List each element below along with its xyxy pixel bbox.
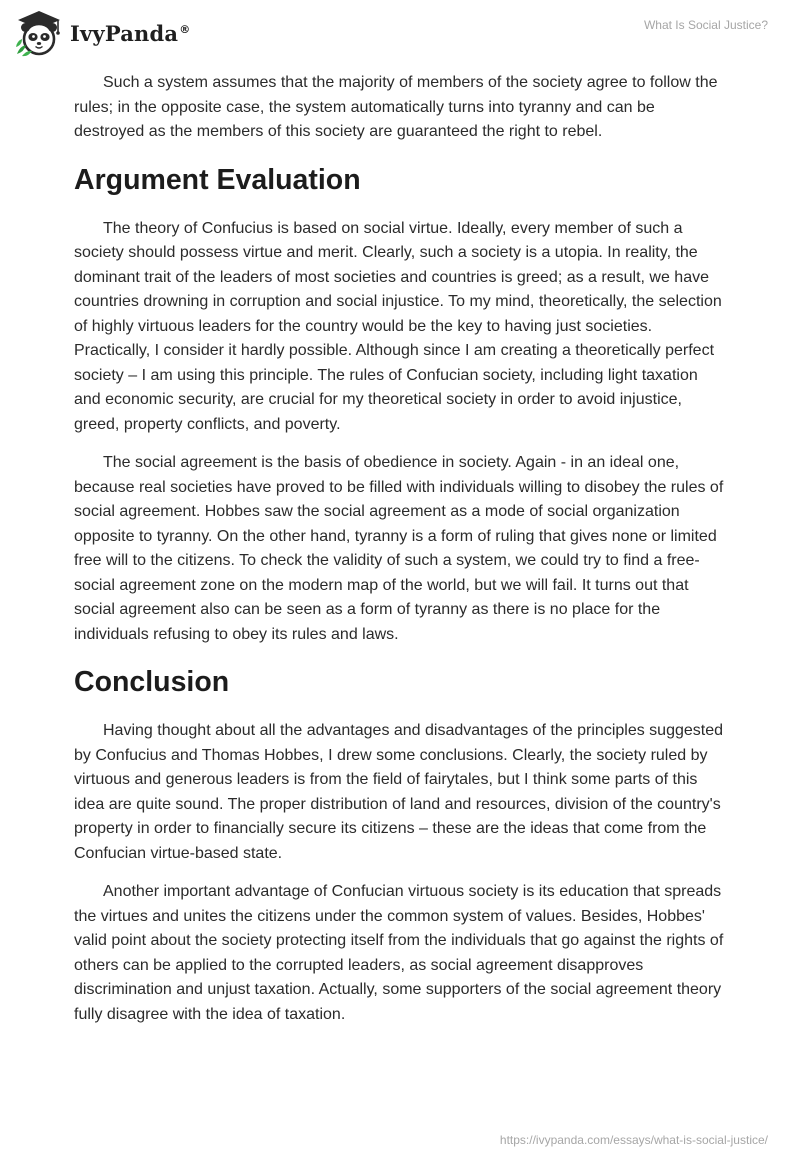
panda-graduate-logo-icon: [14, 8, 64, 58]
conclusion-paragraph-2: Another important advantage of Confucian virtuous society is its education that spreads the virtues and unites the citizens under the common system of values. Besides, Hobbes' valid point about the society protecting itself from the individuals that go against the rights of others can be applied to the corrupted leaders, as social agreement disapproves discrimination and unjust taxation. Actually, some supporters of the social agreement theory fully disagree with the idea of taxation.: [74, 883, 724, 1023]
logo-wordmark: [70, 21, 190, 46]
argument-paragraph-1: The theory of Confucius is based on social virtue. Ideally, every member of such a society should possess virtue and merit. Clearly, such a society is a utopia. In reality, the dominant trait of the leaders of most societies and countries is greed; as a result, we have countries drowning in corruption and social injustice. To my mind, theoretically, the selection of highly virtuous leaders for the country would be the key to having just societies. Practically, I consider it hardly possible. Although since I am creating a theoretically perfect society – I am using this principle. The rules of Confucian society, including light taxation and economic security, are crucial for my theoretical society in order to avoid injustice, greed, property conflicts, and poverty.: [74, 219, 722, 433]
argument-paragraph-2: The social agreement is the basis of obedience in society. Again - in an ideal one, because real societies have proved to be filled with individuals willing to disobey the rules of social agreement. Hobbes saw the social agreement as a mode of social organization opposite to tyranny. On the other hand, tyranny is a form of ruling that gives none or limited free will to the citizens. To check the validity of such a system, we could try to find a free-social agreement zone on the modern map of the world, but we will fail. It turns out that social agreement also can be seen as a form of tyranny as there is no place for the individuals refusing to obey its rules and laws.: [74, 454, 724, 643]
intro-paragraph: Such a system assumes that the majority of members of the society agree to follow the rules; in the opposite case, the system automatically turns into tyranny and can be destroyed as the members of this society are guaranteed the right to rebel.: [74, 74, 718, 140]
logo-wordmark-text: IvyPanda: [70, 20, 179, 46]
heading-conclusion: Conclusion: [74, 666, 230, 698]
document-title: What Is Social Justice?: [643, 18, 768, 32]
page-header: [0, 0, 800, 64]
registered-mark: ®: [179, 22, 191, 36]
ivypanda-logo-link[interactable]: [14, 8, 190, 58]
conclusion-paragraph-1: Having thought about all the advantages and disadvantages of the principles suggested by Confucius and Thomas Hobbes, I drew some conclusions. Clearly, the society ruled by virtuous and generous leaders is from the field of fairytales, but I think some parts of this idea are quite sound. The proper distribution of land and resources, division of the country's property in order to financially secure its citizens – these are the ideas that come from the Confucian virtue-based state.: [74, 722, 723, 862]
source-url-link[interactable]: https://ivypanda.com/essays/what-is-social-justice/: [499, 1133, 768, 1147]
heading-argument-evaluation: Argument Evaluation: [74, 163, 361, 196]
essay-content: [74, 71, 726, 1041]
